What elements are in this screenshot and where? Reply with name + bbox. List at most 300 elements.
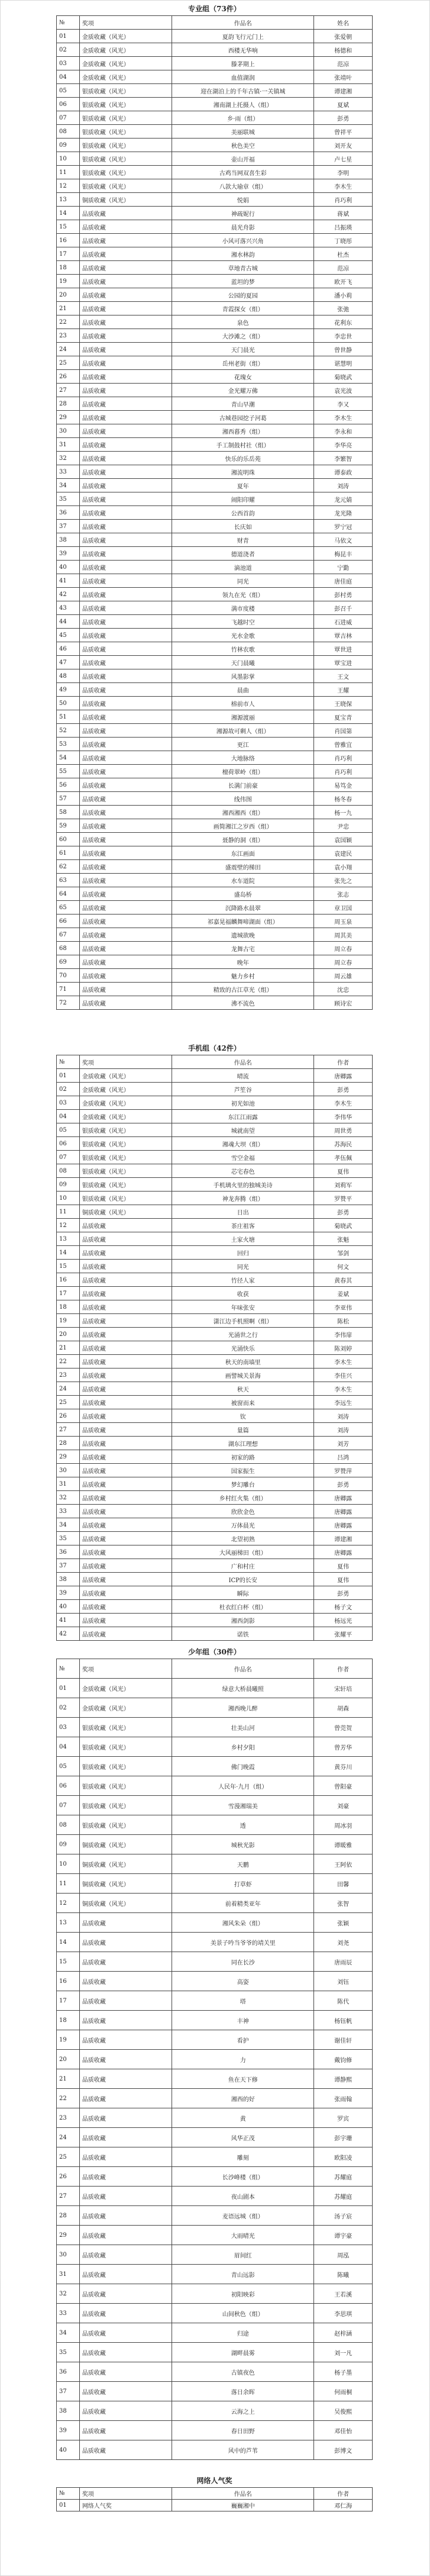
cell-work-title: 美丽联城 [172,125,314,139]
cell-award: 品质收藏 [79,2284,172,2304]
cell-award: 品质收藏 [79,806,172,819]
cell-work-title: 财青 [172,533,314,547]
cell-author: 周其美 [314,928,373,942]
cell-number: 43 [57,601,80,615]
cell-author: 沈忠 [314,983,373,996]
table-row [57,465,373,479]
cell-work-title: 广和村庄 [172,1559,314,1573]
table-row [57,1627,373,1641]
cell-author: 罗赞平 [314,1192,373,1205]
table-row [57,261,373,275]
cell-number: 19 [57,2030,80,2050]
table-row [57,1854,373,1874]
cell-award: 品质收藏 [79,1409,172,1423]
cell-author: 王晓保 [314,697,373,710]
cell-author: 姜斌 [314,1287,373,1300]
cell-number: 22 [57,2089,80,2108]
cell-number: 37 [57,2382,80,2401]
cell-author: 李木生 [314,1355,373,1368]
cell-number: 15 [57,220,80,234]
table-row [57,928,373,942]
cell-number: 33 [57,2304,80,2323]
cell-number: 25 [57,2147,80,2167]
cell-author: 邓佳怡 [314,2421,373,2440]
cell-number: 29 [57,2226,80,2245]
cell-award: 铜质收藏（风光） [79,193,172,207]
cell-author: 周冰羽 [314,1815,373,1835]
cell-award: 品质收藏 [79,547,172,561]
cell-number: 34 [57,1518,80,1532]
cell-award: 品质收藏 [79,901,172,915]
cell-work-title: 湘魂大坝（组） [172,1137,314,1151]
table-row [57,2323,373,2343]
table-row [57,506,373,520]
table-row [57,642,373,656]
table-row [57,356,373,370]
cell-award: 品质收藏 [79,2323,172,2343]
cell-work-title: 沸不流色 [172,996,314,1010]
cell-work-title: 巍巍湘中 [172,2500,314,2511]
cell-author: 李木生 [314,411,373,424]
table-row [57,2382,373,2401]
cell-award: 品质收藏 [79,1477,172,1491]
table-row [57,1437,373,1450]
cell-award: 品质收藏 [79,479,172,492]
cell-award: 铜质收藏（风光） [79,1854,172,1874]
cell-author: 谢佳轩 [314,2030,373,2050]
cell-work-title: 湘西晚儿醉 [172,1698,314,1718]
table-row [57,1069,373,1083]
cell-author: 唐雨辰 [314,1952,373,1972]
cell-number: 40 [57,561,80,574]
table-row [57,1260,373,1273]
cell-author: 唐佳庭 [314,574,373,588]
table-row [57,738,373,751]
cell-award: 品质收藏 [79,2167,172,2187]
table-row [57,2011,373,2030]
cell-number: 24 [57,2128,80,2147]
cell-work-title: 泉色 [172,315,314,329]
cell-number: 41 [57,574,80,588]
cell-author: 范凉 [314,57,373,70]
cell-number: 13 [57,1913,80,1933]
cell-author: 陈刘婷 [314,1341,373,1355]
cell-award: 品质收藏 [79,520,172,533]
table-row [57,1314,373,1328]
cell-author: 张弛 [314,302,373,315]
cell-award: 品质收藏 [79,2050,172,2069]
cell-number: 50 [57,697,80,710]
cell-author: 李又 [314,397,373,411]
cell-award: 品质收藏 [79,1972,172,1991]
cell-award: 品质收藏 [79,424,172,438]
cell-number: 12 [57,1894,80,1913]
cell-award: 银质收藏（风光） [79,1151,172,1164]
cell-number: 66 [57,915,80,928]
table-row [57,166,373,179]
cell-author: 杨德和 [314,43,373,57]
cell-number: 08 [57,125,80,139]
table-row [57,2187,373,2206]
cell-author: 袁国颖 [314,833,373,846]
table-row [57,601,373,615]
table-row [57,479,373,492]
cell-number: 04 [57,1737,80,1757]
cell-author: 龙元婧 [314,492,373,506]
cell-number: 20 [57,2050,80,2069]
table-row [57,1698,373,1718]
cell-work-title: 榕前市人 [172,697,314,710]
cell-author: 石进威 [314,615,373,629]
table-row [57,2401,373,2421]
cell-award: 品质收藏 [79,765,172,778]
cell-work-title: 风中的芦苇 [172,2440,314,2460]
cell-author: 覃宝进 [314,656,373,669]
cell-award: 品质收藏 [79,1396,172,1409]
table-row [57,343,373,356]
table-row [57,1600,373,1614]
table-row [57,1368,373,1382]
cell-number: 25 [57,356,80,370]
cell-number: 10 [57,1192,80,1205]
cell-award: 品质收藏 [79,384,172,397]
table-header-row [57,2488,373,2500]
cell-award: 品质收藏 [79,1246,172,1260]
cell-number: 26 [57,1409,80,1423]
column-header: 作品名 [172,2488,314,2500]
cell-number: 21 [57,302,80,315]
table-row [57,125,373,139]
cell-author: 曾祥平 [314,125,373,139]
cell-award: 品质收藏 [79,207,172,220]
cell-number: 04 [57,1110,80,1123]
cell-number: 61 [57,846,80,860]
cell-author: 张颖 [314,1913,373,1933]
cell-author: 汤子宸 [314,2206,373,2226]
cell-number: 70 [57,969,80,983]
cell-author: 刘一凡 [314,2343,373,2362]
cell-number: 34 [57,479,80,492]
cell-award: 银质收藏（风光） [79,1178,172,1192]
cell-award: 银质收藏（风光） [79,1718,172,1737]
column-header: 作品名 [172,1659,314,1679]
cell-work-title: 乡村夕阳 [172,1737,314,1757]
cell-number: 56 [57,778,80,792]
cell-number: 19 [57,1314,80,1328]
cell-number: 68 [57,942,80,955]
table-row [57,983,373,996]
table-row [57,1894,373,1913]
cell-number: 29 [57,1450,80,1464]
cell-number: 48 [57,669,80,683]
column-header: 作者 [314,1055,373,1069]
cell-award: 品质收藏 [79,2011,172,2030]
cell-number: 38 [57,533,80,547]
cell-work-title: 手机璃火里的独城美诗 [172,1178,314,1192]
cell-award: 品质收藏 [79,533,172,547]
cell-author: 苏耀庭 [314,2167,373,2187]
cell-number: 17 [57,247,80,261]
cell-work-title: 快乐的乐岳苑 [172,452,314,465]
cell-award: 品质收藏 [79,1573,172,1586]
cell-number: 07 [57,111,80,125]
cell-award: 品质收藏 [79,1586,172,1600]
cell-award: 品质收藏 [79,411,172,424]
cell-author: 欧开飞 [314,275,373,288]
awards-table [56,1659,373,2460]
cell-author: 菊晓武 [314,1219,373,1232]
cell-work-title: 湘源渡丽 [172,710,314,724]
cell-award: 品质收藏 [79,669,172,683]
cell-author: 罗赞萍 [314,1464,373,1477]
cell-work-title: 佛门晚霞 [172,1757,314,1776]
table-row [57,384,373,397]
cell-author: 彭勇 [314,1205,373,1219]
cell-number: 16 [57,1972,80,1991]
cell-work-title: 青山远影 [172,2265,314,2284]
cell-work-title: 满市度楼 [172,601,314,615]
cell-number: 16 [57,234,80,247]
table-row [57,520,373,533]
cell-work-title: 看护 [172,2030,314,2050]
cell-number: 01 [57,1069,80,1083]
cell-number: 29 [57,411,80,424]
cell-award: 银质收藏（风光） [79,125,172,139]
cell-author: 刘钰 [314,1972,373,1991]
table-row [57,697,373,710]
cell-number: 33 [57,465,80,479]
cell-number: 05 [57,1757,80,1776]
cell-number: 12 [57,179,80,193]
cell-author: 黄春其 [314,1273,373,1287]
cell-award: 品质收藏 [79,2245,172,2265]
cell-work-title: 云海之上 [172,2401,314,2421]
cell-work-title: 晴流 [172,1069,314,1083]
cell-work-title: 回归 [172,1246,314,1260]
table-row [57,302,373,315]
cell-award: 品质收藏 [79,2343,172,2362]
cell-work-title: 闹阳印耀 [172,492,314,506]
cell-number: 52 [57,724,80,738]
table-row [57,1423,373,1437]
cell-work-title: 聂静的洞（组） [172,833,314,846]
cell-work-title: 梦幻雕台 [172,1477,314,1491]
table-row [57,846,373,860]
cell-award: 网络人气奖 [79,2500,172,2511]
cell-author: 吕振瑛 [314,220,373,234]
cell-award: 品质收藏 [79,697,172,710]
table-row [57,887,373,901]
table-row [57,1341,373,1355]
column-header: № [57,1659,80,1679]
table-row [57,2245,373,2265]
cell-award: 品质收藏 [79,2089,172,2108]
cell-work-title: 光涌世之行 [172,1328,314,1341]
table-row [57,806,373,819]
table-row [57,98,373,111]
cell-work-title: 美景子吟当爷爷的靖关里 [172,1933,314,1952]
cell-award: 品质收藏 [79,1913,172,1933]
cell-author: 李伟华 [314,1110,373,1123]
cell-author: 张靖叶 [314,70,373,84]
cell-number: 40 [57,2440,80,2460]
cell-award: 品质收藏 [79,1260,172,1273]
cell-award: 品质收藏 [79,969,172,983]
table-row [57,778,373,792]
cell-work-title: 金光耀万佛 [172,384,314,397]
cell-award: 品质收藏 [79,1614,172,1627]
cell-author: 杨远光 [314,1614,373,1627]
cell-author: 卢七星 [314,152,373,166]
cell-work-title: 同在长沙 [172,1952,314,1972]
cell-award: 品质收藏 [79,2440,172,2460]
cell-award: 品质收藏 [79,2226,172,2245]
cell-number: 07 [57,1151,80,1164]
cell-award: 品质收藏 [79,955,172,969]
table-row [57,2030,373,2050]
table-row [57,1300,373,1314]
cell-work-title: 画譬城关景海 [172,1368,314,1382]
cell-work-title: 万体晨光 [172,1518,314,1532]
table-row [57,1874,373,1894]
cell-award: 银质收藏（风光） [79,1815,172,1835]
cell-number: 03 [57,57,80,70]
cell-author: 夏伟 [314,1573,373,1586]
table-row [57,30,373,43]
cell-author: 刘涛 [314,1423,373,1437]
cell-award: 金质收藏（风光） [79,70,172,84]
cell-award: 品质收藏 [79,846,172,860]
cell-work-title: 春日田野 [172,2421,314,2440]
cell-number: 67 [57,928,80,942]
cell-work-title: 长沙峰楼（组） [172,2167,314,2187]
cell-number: 38 [57,1573,80,1586]
cell-work-title: 湘西剑影 [172,1614,314,1627]
table-row [57,397,373,411]
cell-work-title: 水车道院 [172,874,314,887]
cell-number: 10 [57,1854,80,1874]
cell-number: 18 [57,1300,80,1314]
table-row [57,1382,373,1396]
column-header: 奖项 [79,1659,172,1679]
cell-work-title: 竹径人家 [172,1273,314,1287]
table-row [57,765,373,778]
cell-award: 银质收藏（风光） [79,152,172,166]
cell-number: 16 [57,1273,80,1287]
cell-work-title: 北望初熟 [172,1532,314,1545]
cell-author: 李木生 [314,1096,373,1110]
cell-award: 品质收藏 [79,275,172,288]
cell-number: 03 [57,1096,80,1110]
table-row [57,615,373,629]
cell-number: 10 [57,152,80,166]
table-row [57,207,373,220]
table-row [57,942,373,955]
cell-work-title: 同光 [172,1260,314,1273]
table-row [57,1518,373,1532]
cell-award: 品质收藏 [79,2069,172,2089]
cell-author: 花利东 [314,315,373,329]
cell-award: 铜质收藏（风光） [79,1835,172,1854]
cell-author: 潘小莉 [314,288,373,302]
table-row [57,492,373,506]
table-row [57,2108,373,2128]
table-row [57,43,373,57]
cell-author: 李忠世 [314,329,373,343]
cell-work-title: 古城巷园挖子河葛 [172,411,314,424]
cell-number: 01 [57,2500,80,2511]
cell-author: 菊晓武 [314,370,373,384]
cell-author: 宁勤 [314,561,373,574]
cell-author: 唐卿露 [314,1491,373,1505]
cell-award: 金质收藏（风光） [79,43,172,57]
cell-work-title: 乡·雨（组） [172,111,314,125]
cell-work-title: 沉降路水晨翠 [172,901,314,915]
cell-award: 品质收藏 [79,465,172,479]
cell-award: 品质收藏 [79,1232,172,1246]
section-title: 少年组（30件） [188,1648,241,1656]
cell-number: 65 [57,901,80,915]
cell-work-title: 量篇 [172,1423,314,1437]
table-row [57,955,373,969]
table-row [57,1137,373,1151]
cell-number: 35 [57,1532,80,1545]
table-row [57,275,373,288]
cell-author: 赵梓涵 [314,2323,373,2343]
table-row [57,1205,373,1219]
cell-number: 31 [57,1477,80,1491]
table-row [57,234,373,247]
table-row [57,1178,373,1192]
cell-number: 41 [57,1614,80,1627]
table-row [57,629,373,642]
cell-work-title: 古镇夜色 [172,2362,314,2382]
cell-number: 02 [57,1083,80,1096]
cell-work-title: 落日余晖 [172,2382,314,2401]
table-row [57,2500,373,2511]
cell-number: 46 [57,642,80,656]
cell-author: 李繁智 [314,452,373,465]
table-row [57,1991,373,2011]
cell-award: 品质收藏 [79,1627,172,1641]
cell-award: 品质收藏 [79,656,172,669]
cell-work-title: 国家振生 [172,1464,314,1477]
table-row [57,1586,373,1600]
cell-author: 刘涛 [314,1409,373,1423]
table-row [57,1757,373,1776]
cell-work-title: 大风丽梯田（组） [172,1545,314,1559]
table-row [57,1913,373,1933]
cell-author: 孝伍佩 [314,1151,373,1164]
table-row [57,152,373,166]
table-row [57,70,373,84]
cell-award: 品质收藏 [79,1450,172,1464]
cell-award: 品质收藏 [79,860,172,874]
table-row [57,2343,373,2362]
table-row [57,370,373,384]
cell-work-title: 天鹏 [172,1854,314,1874]
cell-number: 53 [57,738,80,751]
cell-author: 彭博文 [314,2440,373,2460]
cell-number: 08 [57,1164,80,1178]
cell-award: 品质收藏 [79,370,172,384]
cell-author: 蒋斌 [314,207,373,220]
cell-number: 05 [57,1123,80,1137]
cell-award: 银质收藏（风光） [79,1123,172,1137]
table-row [57,1972,373,1991]
cell-number: 26 [57,370,80,384]
column-header: 作者 [314,2488,373,2500]
